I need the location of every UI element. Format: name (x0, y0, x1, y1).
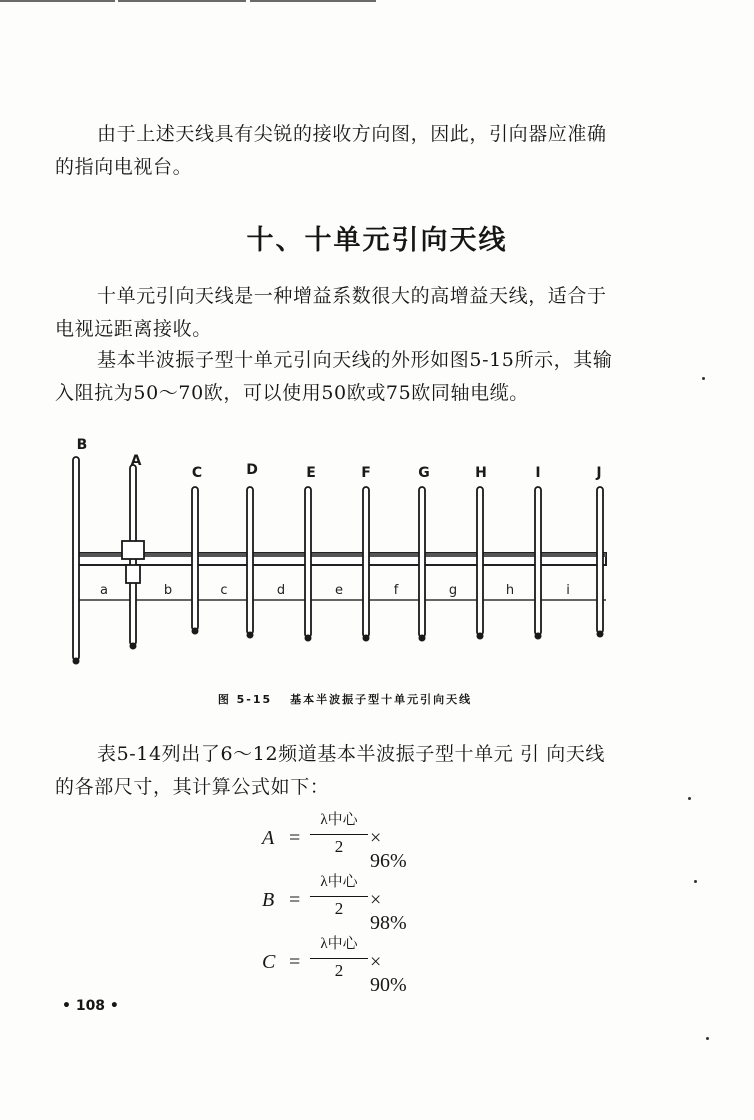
element-label: G (418, 465, 430, 481)
feed-box (122, 541, 144, 559)
spacing-label: d (276, 583, 286, 598)
formula-denominator: 2 (334, 961, 344, 980)
intro-text: 由于上述天线具有尖锐的接收方向图，因此，引向器应准确的指向电视台。 (55, 123, 607, 178)
paragraph-1-text: 十单元引向天线是一种增益系数很大的高增益天线，适合于电视远距离接收。 (55, 285, 607, 340)
formula-numerator: λ中心 (320, 874, 358, 890)
element-label: I (535, 465, 541, 481)
spacing-label: g (448, 583, 458, 598)
element-rod-f (363, 487, 369, 637)
figure-title: 基本半波振子型十单元引向天线 (290, 693, 473, 706)
element-tip (535, 633, 542, 640)
element-rod-j (597, 487, 603, 633)
element-rod-b (73, 457, 79, 660)
spacing-label: c (220, 583, 228, 598)
figure-caption (0, 691, 690, 707)
formula-rhs: × 90% (370, 951, 407, 996)
section-heading: 十、十单元引向天线 (246, 225, 508, 256)
paragraph-3-text: 表5-14列出了6～12频道基本半波振子型十单元 引 向天线的各部尺寸，其计算公式如下： (55, 743, 606, 798)
element-labels (77, 437, 602, 481)
page-number: • 108 • (62, 998, 119, 1014)
antenna-figure (0, 425, 660, 675)
element-label: J (596, 465, 602, 481)
formula-numerator: λ中心 (320, 812, 358, 828)
formula-denominator: 2 (334, 899, 344, 918)
element-rod-e (305, 487, 311, 637)
formula-rhs: × 96% (370, 827, 407, 872)
spacing-label: i (566, 583, 570, 598)
formula-equals: = (289, 827, 301, 849)
formula-denominator: 2 (334, 837, 344, 856)
element-rod-g (419, 487, 425, 637)
element-label: E (306, 465, 316, 481)
boom-shade (76, 553, 606, 557)
spacing-label: h (505, 583, 515, 598)
element-tip (419, 635, 426, 642)
intro-paragraph (55, 118, 620, 184)
formula-lhs: C (262, 951, 276, 973)
fraction-bar (310, 896, 368, 897)
element-tip (192, 628, 199, 635)
fraction-bar (310, 958, 368, 959)
spacing-label: e (335, 583, 343, 598)
formula-fraction (310, 934, 368, 981)
formula-lhs: A (262, 827, 275, 849)
spacing-label: a (100, 583, 108, 598)
spacing-labels (100, 583, 570, 598)
element-label: H (475, 465, 487, 481)
element-tip (477, 633, 484, 640)
top-rule-middle (118, 0, 246, 2)
figure-number: 图 5-15 (217, 693, 273, 706)
scan-speck (702, 377, 705, 380)
formula-numerator: λ中心 (320, 936, 358, 952)
formula-fraction (310, 872, 368, 919)
element-tip (130, 643, 137, 650)
formula-equals: = (289, 951, 301, 973)
element-tip (597, 631, 604, 638)
element-label: C (191, 465, 203, 481)
element-label: A (130, 453, 142, 469)
feed-clamp (126, 565, 140, 583)
element-label: F (361, 465, 371, 481)
spacing-label: f (393, 583, 399, 598)
element-tip (247, 632, 254, 639)
formula-fraction (310, 810, 368, 857)
spacing-label: b (163, 583, 173, 598)
scan-speck (694, 880, 697, 883)
element-tip (73, 658, 80, 665)
element-tip (305, 635, 312, 642)
element-rod-h (477, 487, 483, 635)
element-tip (363, 635, 370, 642)
paragraph-2-text: 基本半波振子型十单元引向天线的外形如图5-15所示，其输入阻抗为50～70欧，可以使用50欧或75欧同轴电缆。 (55, 349, 613, 404)
formula-lhs: B (262, 889, 275, 911)
element-label: B (76, 437, 88, 453)
fraction-bar (310, 834, 368, 835)
paragraph-3 (55, 738, 620, 804)
element-rod-i (535, 487, 541, 635)
formula-equals: = (289, 889, 301, 911)
element-rod-c (192, 487, 198, 630)
element-rod-d (247, 487, 253, 634)
paragraph-1 (55, 280, 620, 346)
top-rule-left (0, 0, 115, 2)
formula-rhs: × 98% (370, 889, 407, 934)
top-rule-right (250, 0, 376, 2)
element-label: D (246, 462, 258, 478)
scan-speck (706, 1037, 709, 1040)
scan-speck (688, 797, 691, 800)
paragraph-2 (55, 344, 620, 410)
